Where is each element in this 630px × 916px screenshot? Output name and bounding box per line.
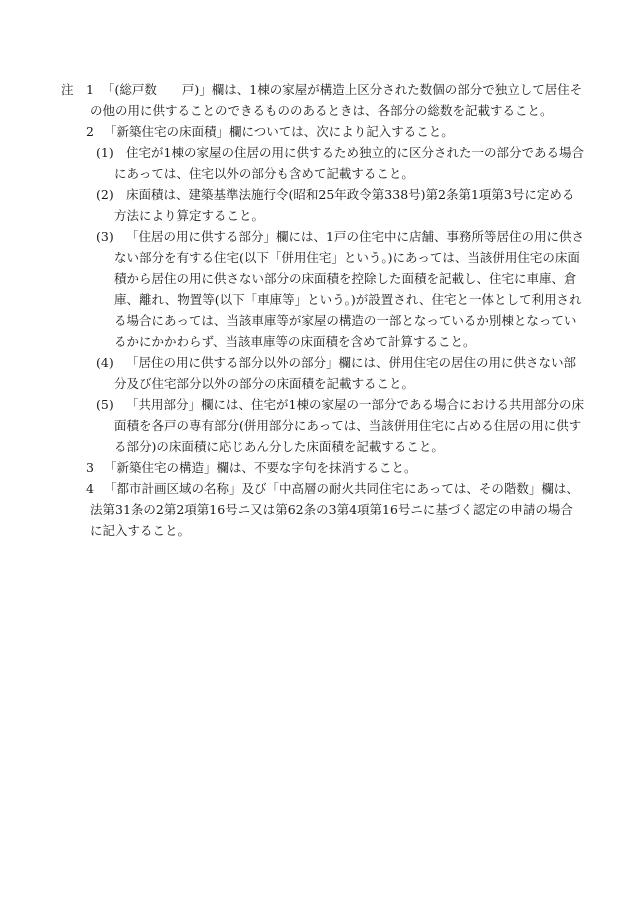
subitem-number: (5): [96, 397, 114, 412]
subitem-5: [0, 394, 630, 457]
note-text: 「新築住宅の床面積」欄については、次により記入すること。: [104, 124, 454, 139]
subitem-number: (1): [96, 145, 114, 160]
notes-label: 注: [61, 82, 74, 97]
note-item-4: [0, 478, 630, 541]
note-number: 3: [86, 460, 94, 475]
note-item-2: [0, 121, 630, 142]
note-number: 4: [86, 481, 94, 496]
subitem-number: (3): [96, 229, 114, 244]
subitem-3: [0, 226, 630, 352]
subitem-number: (4): [96, 355, 114, 370]
subitem-text: 住宅が1棟の家屋の住居の用に供するため独立的に区分された一の部分である場合にあっては、住宅以外の部分も含めて記載すること。: [114, 145, 584, 181]
subitem-2: [0, 184, 630, 226]
note-item-3: [0, 457, 630, 478]
note-text: 「都市計画区域の名称」及び「中高層の耐火共同住宅にあっては、その階数」欄は、法第31条の2第2項第16号ニ又は第62条の3第4項第16号ニに基づく認定の申請の場合に記入すること。: [90, 481, 579, 538]
note-text: 「新築住宅の構造」欄は、不要な字句を抹消すること。: [104, 460, 417, 475]
subitem-1: [0, 142, 630, 184]
subitem-text: 「居住の用に供する部分以外の部分」欄には、併用住宅の居住の用に供さない部分及び住宅部分以外の部分の床面積を記載すること。: [114, 355, 577, 391]
subitem-4: [0, 352, 630, 394]
subitem-text: 「住居の用に供する部分」欄には、1戸の住宅中に店舗、事務所等居住の用に供さない部分を有する住宅(以下「併用住宅」という。)にあっては、当該併用住宅の床面積から居住の用に供さない部分の床面積を控除した面積を記載し、住宅に車庫、倉庫、離れ、物置等(以下「車庫等」という。)が設置され、住宅と一体として利用される場合にあっては、当該車庫等が家屋の構造の一部となっているか別棟となっているかにかかわらず、当該車庫等の床面積を含めて計算すること。: [114, 229, 584, 349]
note-number: 1: [86, 82, 94, 97]
note-item-1: [0, 79, 630, 121]
subitem-text: 床面積は、建築基準法施行令(昭和25年政令第338号)第2条第1項第3号に定める方法により算定すること。: [114, 187, 575, 223]
note-text: 「(総戸数 戸)」欄は、1棟の家屋が構造上区分された数個の部分で独立して居住その他の用に供することのできるもののあるときは、各部分の総数を記載すること。: [90, 82, 583, 118]
note-number: 2: [86, 124, 94, 139]
subitem-number: (2): [96, 187, 114, 202]
notes-section: [0, 79, 630, 541]
subitem-text: 「共用部分」欄には、住宅が1棟の家屋の一部分である場合における共用部分の床面積を各戸の専有部分(併用部分にあっては、当該併用住宅に占める住居の用に供する部分)の床面積に応じあん分した床面積を記載すること。: [114, 397, 584, 454]
